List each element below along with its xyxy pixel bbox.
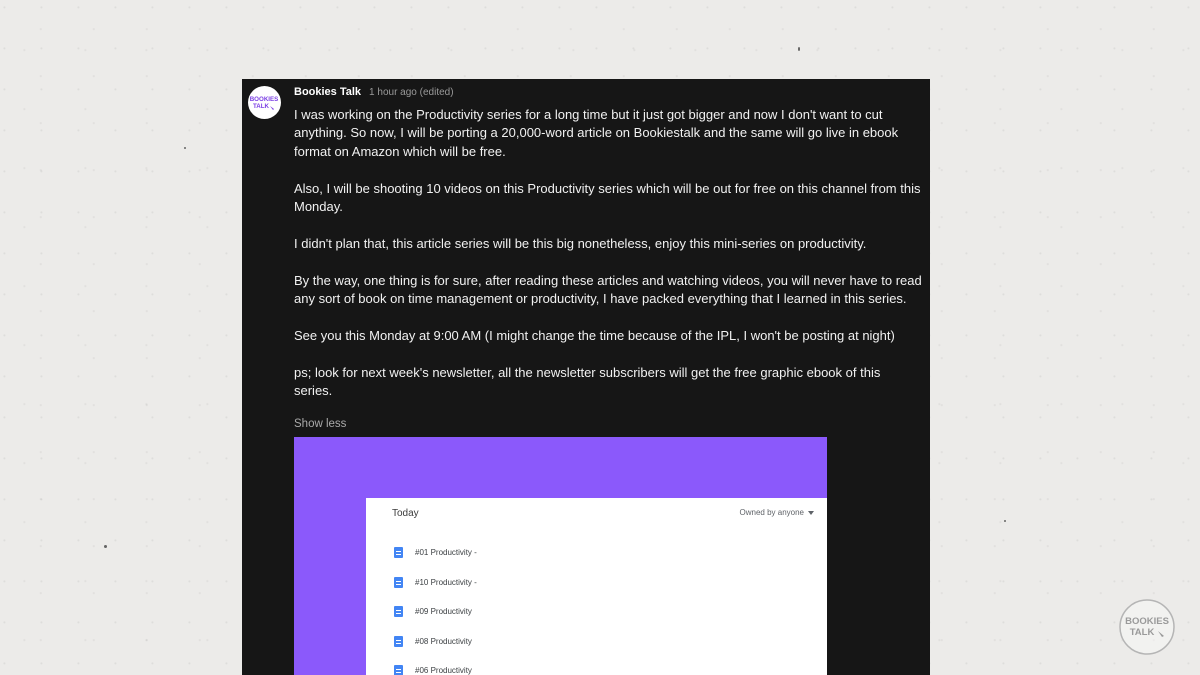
post-header <box>294 86 454 98</box>
bookies-talk-logo-icon <box>248 86 281 119</box>
owner-filter <box>740 508 815 517</box>
post-paragraph: I didn't plan that, this article series will be this big nonetheless, enjoy this mini-series on productivity. <box>294 235 867 251</box>
file-name: #08 Productivity <box>415 637 472 646</box>
owner-filter-label: Owned by anyone <box>739 508 804 517</box>
post-paragraph: I was working on the Productivity series for a long time but it just got bigger and now I don't want to cut anything. So now, I will be porting a 20,000-word article on Bookiestalk and the same will go live in ebook format on Amazon which will be free. <box>294 107 899 159</box>
show-less-button[interactable]: Show less <box>294 418 347 430</box>
google-doc-icon <box>394 636 403 647</box>
channel-name-link[interactable]: Bookies Talk <box>294 86 362 98</box>
avatar-logo-line1: BOOKIES <box>249 96 279 103</box>
paper-speck <box>798 47 800 51</box>
channel-avatar[interactable] <box>248 86 281 119</box>
watermark-line1: BOOKIES <box>1125 616 1169 627</box>
drive-file-row <box>394 636 472 647</box>
google-doc-icon <box>394 665 403 675</box>
caret-down-icon <box>808 511 814 515</box>
paper-speck <box>1004 520 1006 522</box>
drive-file-row <box>394 606 472 617</box>
post-paragraph: By the way, one thing is for sure, after reading these articles and watching videos, you will never have to read any sort of book on time management or productivity, I have packed everything that I learned in this series. <box>294 272 922 307</box>
file-name: #09 Productivity <box>415 607 472 616</box>
paper-speck <box>184 147 186 149</box>
post-paragraph: Also, I will be shooting 10 videos on this Productivity series which will be out for free on this channel from this Monday. <box>294 180 921 215</box>
file-name: #06 Productivity <box>415 666 472 675</box>
post-image-preview[interactable] <box>294 437 827 675</box>
post-paragraph: See you this Monday at 9:00 AM (I might change the time because of the IPL, I won't be posting at night) <box>294 327 895 343</box>
bookies-talk-watermark-icon <box>1118 598 1176 656</box>
google-doc-icon <box>394 606 403 617</box>
post-body <box>294 106 922 400</box>
post-paragraph: ps; look for next week's newsletter, all the newsletter subscribers will get the free graphic ebook of this series. <box>294 364 881 399</box>
watermark-line2: TALK <box>1129 627 1155 638</box>
community-post-card <box>242 79 930 675</box>
file-name: #01 Productivity - <box>415 548 477 557</box>
drive-section-title: Today <box>392 508 419 519</box>
avatar-logo-line2: TALK <box>252 103 270 110</box>
google-doc-icon <box>394 547 403 558</box>
post-timestamp[interactable]: 1 hour ago (edited) <box>369 87 454 98</box>
drive-file-row <box>394 577 477 588</box>
google-doc-icon <box>394 577 403 588</box>
drive-file-row <box>394 547 477 558</box>
drive-file-row <box>394 665 472 675</box>
drive-file-list-screenshot <box>366 498 827 675</box>
file-name: #10 Productivity - <box>415 578 477 587</box>
paper-speck <box>104 545 107 548</box>
